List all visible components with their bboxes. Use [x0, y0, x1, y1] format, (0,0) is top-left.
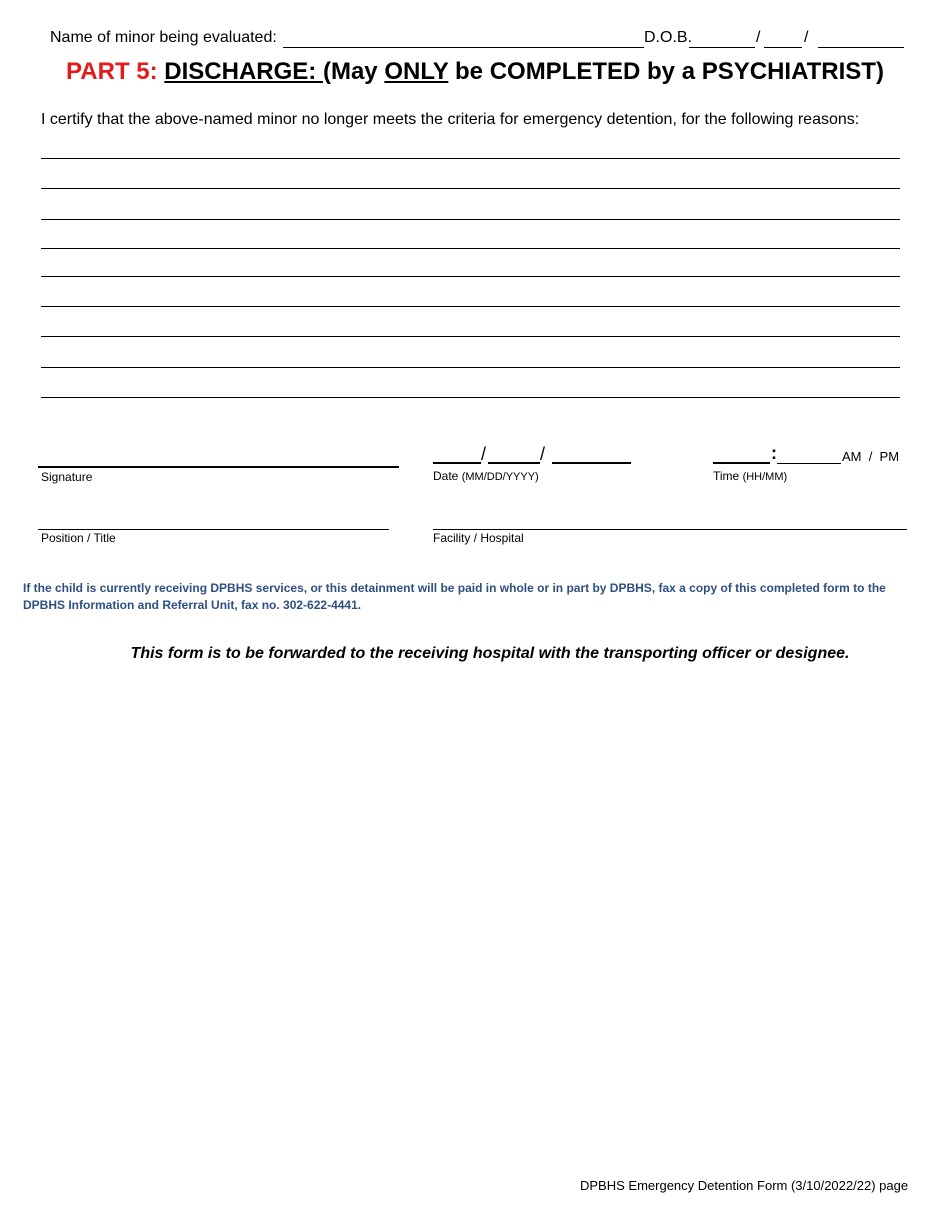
- dob-month-field[interactable]: [689, 47, 755, 48]
- facility-hospital-label: Facility / Hospital: [433, 531, 524, 545]
- reason-line-4[interactable]: [41, 248, 900, 249]
- dpbhs-fax-note: If the child is currently receiving DPBHS services, or this detainment will be paid in whole or in part by DPBHS, fax a copy of this completed form to the DPBHS Information and Referral Unit, fax no. 302-622-4441.: [23, 581, 886, 612]
- time-hour-field[interactable]: [713, 462, 770, 464]
- time-label: [713, 469, 787, 483]
- reason-line-9[interactable]: [41, 397, 900, 398]
- date-label: [433, 469, 539, 483]
- time-format: (HH/MM): [742, 471, 788, 483]
- title-may: (May: [322, 58, 385, 85]
- date-slash-2: /: [540, 444, 546, 464]
- date-year-field[interactable]: [552, 462, 631, 464]
- time-colon: :: [771, 443, 777, 463]
- forward-note: This form is to be forwarded to the receiving hospital with the transporting officer or designee.: [130, 645, 850, 662]
- reason-line-2[interactable]: [41, 188, 900, 189]
- part-label: PART 5:: [66, 58, 158, 85]
- dob-slash-1: /: [756, 29, 761, 46]
- date-day-field[interactable]: [488, 462, 540, 464]
- title-rest: be COMPLETED by a PSYCHIATRIST): [448, 58, 884, 85]
- signature-label: Signature: [41, 470, 93, 484]
- dob-slash-2: /: [804, 29, 809, 46]
- time-minute-field[interactable]: [777, 463, 841, 464]
- part-5-title: [0, 58, 950, 86]
- reason-line-3[interactable]: [41, 219, 900, 220]
- reason-line-8[interactable]: [41, 367, 900, 368]
- dob-day-field[interactable]: [764, 47, 802, 48]
- reason-line-5[interactable]: [41, 276, 900, 277]
- position-title-field[interactable]: [38, 529, 389, 530]
- date-format: (MM/DD/YYYY): [461, 471, 539, 483]
- dob-year-field[interactable]: [818, 47, 904, 48]
- minor-name-field[interactable]: [283, 47, 644, 48]
- dob-label: D.O.B.: [644, 29, 693, 46]
- date-label-text: Date: [433, 469, 459, 483]
- form-footer: DPBHS Emergency Detention Form (3/10/2022/22) page: [580, 1178, 909, 1193]
- reason-line-1[interactable]: [41, 158, 900, 159]
- reason-line-6[interactable]: [41, 306, 900, 307]
- reason-line-7[interactable]: [41, 336, 900, 337]
- certify-statement: I certify that the above-named minor no longer meets the criteria for emergency detention, for the following reasons:: [41, 111, 860, 128]
- title-only: ONLY: [384, 58, 449, 85]
- signature-field[interactable]: [38, 466, 399, 468]
- date-month-field[interactable]: [433, 462, 481, 464]
- facility-hospital-field[interactable]: [433, 529, 907, 530]
- position-title-label: Position / Title: [41, 531, 116, 545]
- time-label-text: Time: [713, 469, 740, 483]
- discharge-heading: DISCHARGE:: [164, 58, 323, 85]
- minor-name-label: Name of minor being evaluated:: [50, 29, 277, 46]
- am-pm-option[interactable]: AM / PM: [842, 449, 900, 464]
- date-slash-1: /: [481, 444, 487, 464]
